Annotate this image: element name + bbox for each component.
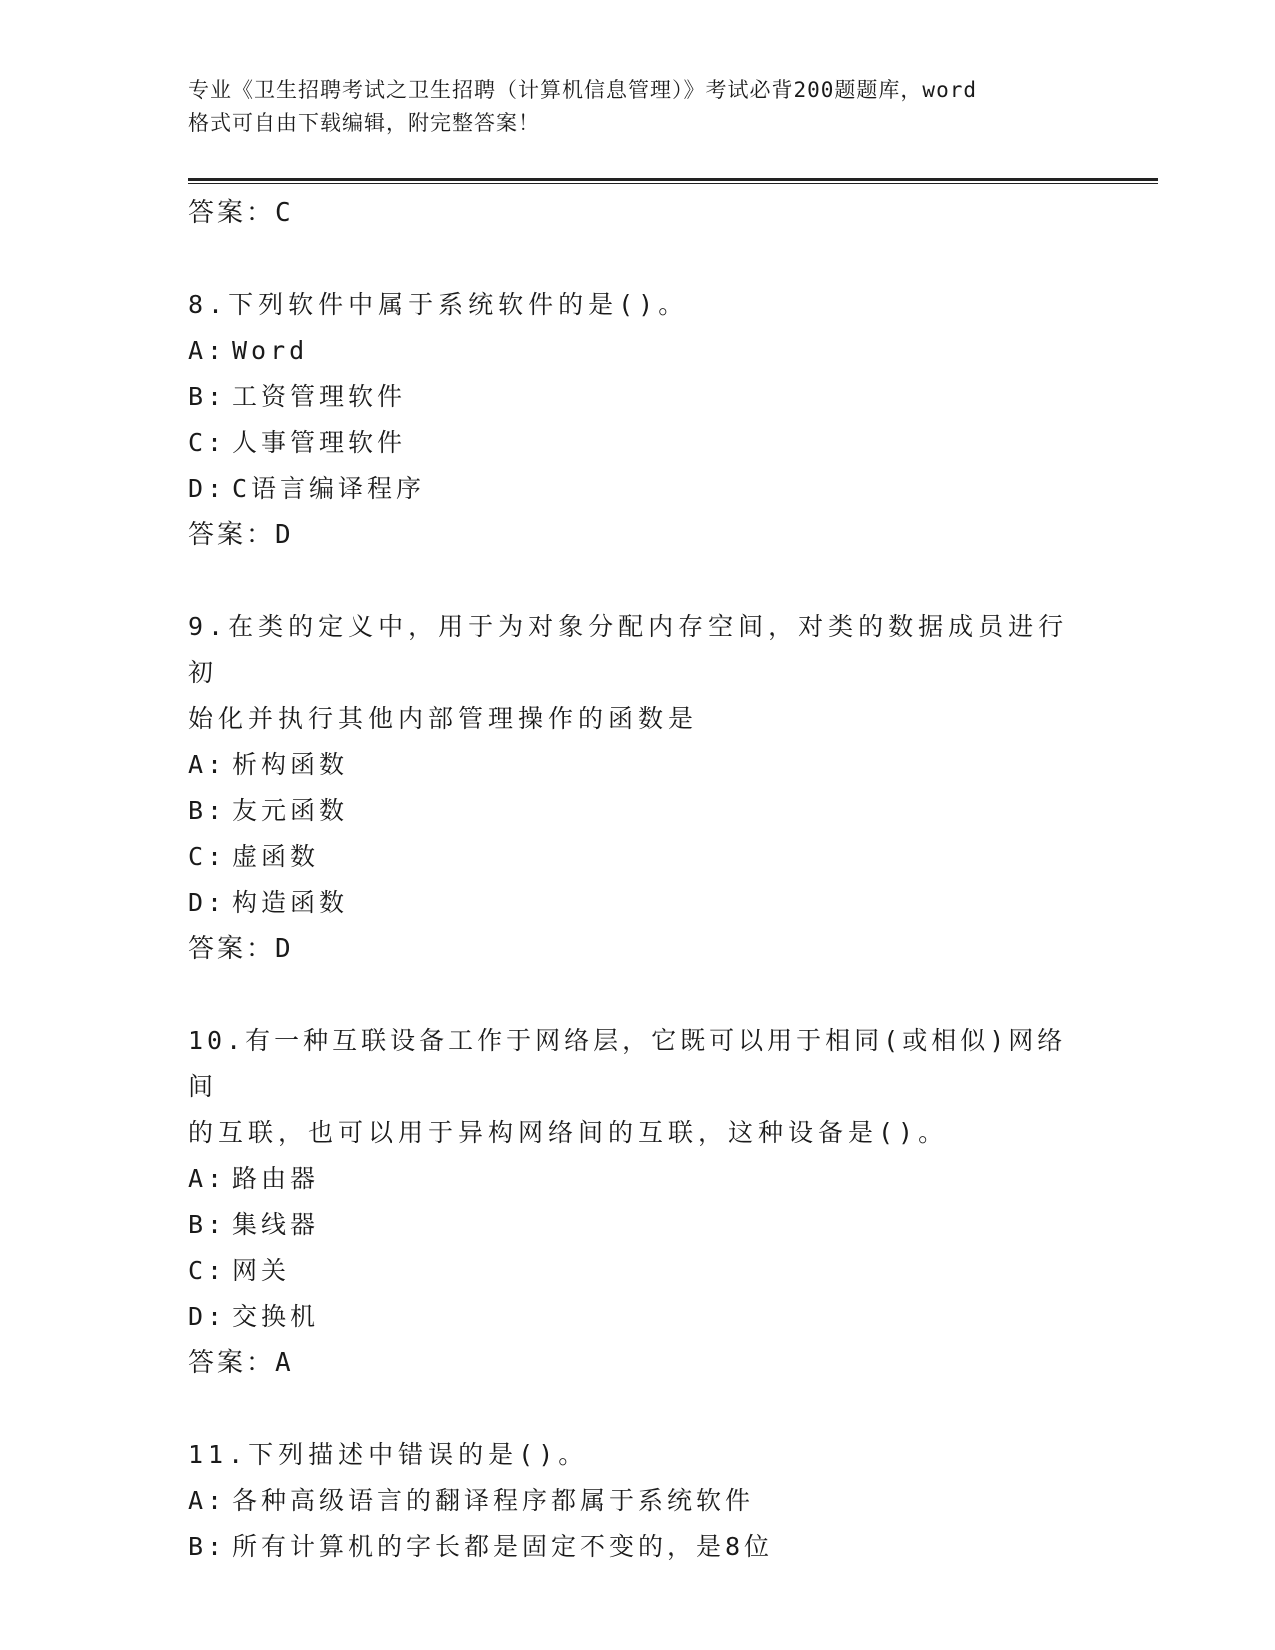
option-d bbox=[188, 880, 1158, 926]
option-label: D: bbox=[188, 474, 227, 503]
option-label: B: bbox=[188, 1210, 227, 1239]
question-block-10 bbox=[188, 1018, 1158, 1386]
option-b bbox=[188, 1524, 1158, 1570]
header-rule-thick bbox=[188, 178, 1158, 181]
answer-value: C bbox=[275, 198, 294, 228]
question-text: 11.下列描述中错误的是()。 bbox=[188, 1440, 589, 1469]
option-text: 构造函数 bbox=[232, 888, 349, 917]
option-a bbox=[188, 742, 1158, 788]
option-b bbox=[188, 374, 1158, 420]
option-label: C: bbox=[188, 428, 227, 457]
option-text: 友元函数 bbox=[232, 796, 349, 825]
option-label: D: bbox=[188, 888, 227, 917]
option-label: A: bbox=[188, 336, 227, 365]
option-text: 人事管理软件 bbox=[232, 428, 407, 457]
question-text-line1: 9.在类的定义中，用于为对象分配内存空间，对类的数据成员进行初 bbox=[188, 612, 1069, 687]
option-c bbox=[188, 834, 1158, 880]
question-block-9 bbox=[188, 604, 1158, 972]
answer-label: 答案： bbox=[188, 1348, 276, 1378]
question-block-8 bbox=[188, 282, 1158, 558]
option-label: A: bbox=[188, 750, 227, 779]
spacer bbox=[188, 972, 1158, 1018]
option-text: 各种高级语言的翻译程序都属于系统软件 bbox=[232, 1486, 755, 1515]
option-label: B: bbox=[188, 796, 227, 825]
option-text: 析构函数 bbox=[232, 750, 349, 779]
answer-value: D bbox=[275, 520, 294, 550]
option-text: 工资管理软件 bbox=[232, 382, 407, 411]
option-text: C语言编译程序 bbox=[232, 474, 426, 503]
spacer bbox=[188, 558, 1158, 604]
spacer bbox=[188, 1386, 1158, 1432]
header-title-line1: 专业《卫生招聘考试之卫生招聘（计算机信息管理）》考试必背200题题库，word bbox=[188, 78, 977, 102]
option-a bbox=[188, 1156, 1158, 1202]
answer-value: D bbox=[275, 934, 294, 964]
option-text: 所有计算机的字长都是固定不变的，是8位 bbox=[232, 1532, 774, 1561]
answer-line bbox=[188, 926, 1158, 972]
option-text: 集线器 bbox=[232, 1210, 320, 1239]
header-rule-thin bbox=[188, 183, 1158, 184]
answer-label: 答案： bbox=[188, 198, 276, 228]
option-label: A: bbox=[188, 1486, 227, 1515]
option-text: 路由器 bbox=[232, 1164, 320, 1193]
option-text: 虚函数 bbox=[232, 842, 320, 871]
question-text-line2: 的互联，也可以用于异构网络间的互联，这种设备是()。 bbox=[188, 1118, 949, 1147]
option-label: C: bbox=[188, 1256, 227, 1285]
option-text: 网关 bbox=[232, 1256, 291, 1285]
option-d bbox=[188, 466, 1158, 512]
answer-label: 答案： bbox=[188, 934, 276, 964]
option-label: B: bbox=[188, 382, 227, 411]
spacer bbox=[188, 236, 1158, 282]
option-c bbox=[188, 1248, 1158, 1294]
option-label: C: bbox=[188, 842, 227, 871]
document-content bbox=[188, 190, 1158, 1570]
option-text: 交换机 bbox=[232, 1302, 320, 1331]
option-label: B: bbox=[188, 1532, 227, 1561]
document-header bbox=[188, 74, 1088, 140]
option-b bbox=[188, 1202, 1158, 1248]
option-d bbox=[188, 1294, 1158, 1340]
answer-line-prev bbox=[188, 190, 1158, 236]
header-title-line2: 格式可自由下载编辑，附完整答案！ bbox=[188, 111, 540, 135]
option-a bbox=[188, 1478, 1158, 1524]
option-label: A: bbox=[188, 1164, 227, 1193]
answer-value: A bbox=[275, 1348, 294, 1378]
option-b bbox=[188, 788, 1158, 834]
answer-line bbox=[188, 1340, 1158, 1386]
question-text: 8.下列软件中属于系统软件的是()。 bbox=[188, 290, 689, 319]
option-c bbox=[188, 420, 1158, 466]
answer-line bbox=[188, 512, 1158, 558]
answer-label: 答案： bbox=[188, 520, 276, 550]
question-text-line2: 始化并执行其他内部管理操作的函数是 bbox=[188, 704, 699, 733]
question-block-11 bbox=[188, 1432, 1158, 1570]
option-text: Word bbox=[232, 336, 309, 365]
option-label: D: bbox=[188, 1302, 227, 1331]
option-a bbox=[188, 328, 1158, 374]
question-text-line1: 10.有一种互联设备工作于网络层，它既可以用于相同(或相似)网络间 bbox=[188, 1026, 1067, 1101]
